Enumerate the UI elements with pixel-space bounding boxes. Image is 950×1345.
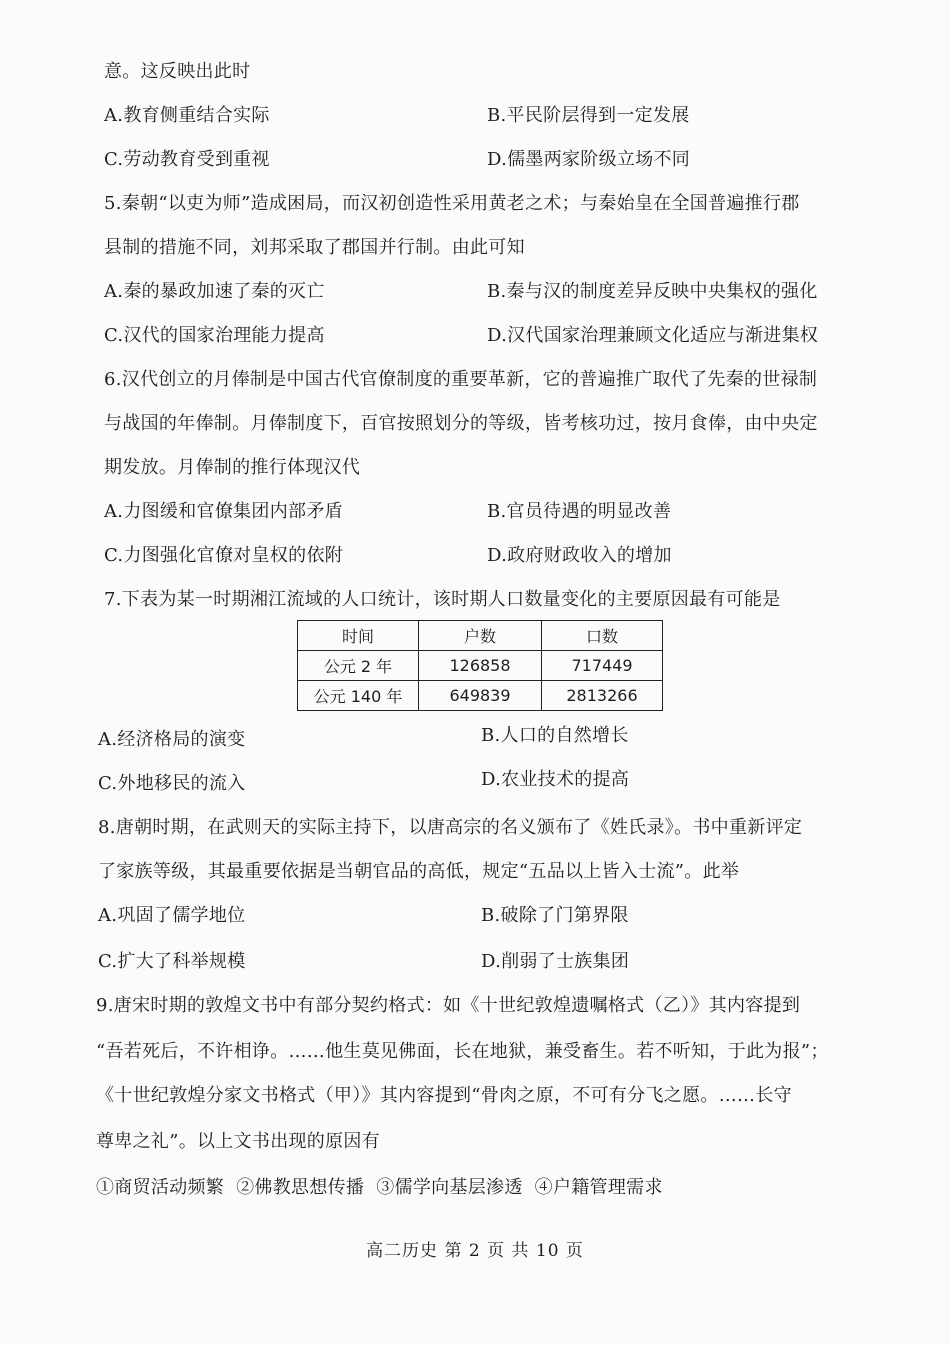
q8-option-b[interactable]: B.破除了门第界限 xyxy=(481,905,629,926)
q6-option-b[interactable]: B.官员待遇的明显改善 xyxy=(487,501,672,522)
q4-option-d[interactable]: D.儒墨两家阶级立场不同 xyxy=(487,149,691,170)
table-cell: 公元 2 年 xyxy=(298,651,419,681)
q5-option-c[interactable]: C.汉代的国家治理能力提高 xyxy=(104,325,325,346)
table-header-households: 户数 xyxy=(419,621,542,651)
q5-option-d[interactable]: D.汉代国家治理兼顾文化适应与渐进集权 xyxy=(487,325,819,346)
q9-stem-line-3: 《十世纪敦煌分家文书格式（甲）》其内容提到“骨肉之原，不可有分飞之愿。……长守 xyxy=(96,1085,792,1106)
q9-stem-line-4: 尊卑之礼”。以上文书出现的原因有 xyxy=(96,1131,381,1152)
q5-option-a[interactable]: A.秦的暴政加速了秦的灭亡 xyxy=(104,281,325,302)
q6-stem-line-1: 6.汉代创立的月俸制是中国古代官僚制度的重要革新，它的普遍推广取代了先秦的世禄制 xyxy=(104,369,818,390)
q4-option-a[interactable]: A.教育侧重结合实际 xyxy=(104,105,270,126)
q7-option-a[interactable]: A.经济格局的演变 xyxy=(98,729,246,750)
q7-option-d[interactable]: D.农业技术的提高 xyxy=(481,769,630,790)
table-row xyxy=(298,651,663,681)
table-cell: 649839 xyxy=(419,681,542,711)
q5-stem-line-1: 5.秦朝“以吏为师”造成困局，而汉初创造性采用黄老之术；与秦始皇在全国普遍推行郡 xyxy=(104,193,800,214)
q5-option-b[interactable]: B.秦与汉的制度差异反映中央集权的强化 xyxy=(487,281,818,302)
q6-option-d[interactable]: D.政府财政收入的增加 xyxy=(487,545,672,566)
q8-option-a[interactable]: A.巩固了儒学地位 xyxy=(98,905,246,926)
page-footer: 高二历史 第 2 页 共 10 页 xyxy=(366,1241,584,1261)
continued-question-text: 意。这反映出此时 xyxy=(104,61,251,82)
q9-stem-line-1: 9.唐宋时期的敦煌文书中有部分契约格式：如《十世纪敦煌遗嘱格式（乙）》其内容提到 xyxy=(96,995,801,1016)
q4-option-b[interactable]: B.平民阶层得到一定发展 xyxy=(487,105,690,126)
table-row xyxy=(298,681,663,711)
q6-stem-line-3: 期发放。月俸制的推行体现汉代 xyxy=(104,457,361,478)
q4-option-c[interactable]: C.劳动教育受到重视 xyxy=(104,149,270,170)
table-cell: 126858 xyxy=(419,651,542,681)
q7-option-b[interactable]: B.人口的自然增长 xyxy=(481,725,629,746)
table-cell: 公元 140 年 xyxy=(298,681,419,711)
table-cell: 2813266 xyxy=(542,681,663,711)
q5-stem-line-2: 县制的措施不同，刘邦采取了郡国并行制。由此可知 xyxy=(104,237,525,258)
q8-option-c[interactable]: C.扩大了科举规模 xyxy=(98,951,246,972)
q8-stem-line-1: 8.唐朝时期，在武则天的实际主持下，以唐高宗的名义颁布了《姓氏录》。书中重新评定 xyxy=(98,817,803,838)
q9-stem-line-2: “吾若死后，不许相诤。……他生莫见佛面，长在地狱，兼受畜生。若不听知，于此为报”； xyxy=(96,1041,829,1062)
table-header-row xyxy=(298,621,663,651)
q6-option-a[interactable]: A.力图缓和官僚集团内部矛盾 xyxy=(104,501,343,522)
q6-stem-line-2: 与战国的年俸制。月俸制度下，百官按照划分的等级，皆考核功过，按月食俸，由中央定 xyxy=(104,413,818,434)
q9-statements: ①商贸活动频繁 ②佛教思想传播 ③儒学向基层渗透 ④户籍管理需求 xyxy=(96,1177,663,1198)
q8-stem-line-2: 了家族等级，其最重要依据是当朝官品的高低，规定“五品以上皆入士流”。此举 xyxy=(98,861,740,882)
q6-option-c[interactable]: C.力图强化官僚对皇权的依附 xyxy=(104,545,344,566)
table-header-population: 口数 xyxy=(542,621,663,651)
q8-option-d[interactable]: D.削弱了士族集团 xyxy=(481,951,630,972)
q7-option-c[interactable]: C.外地移民的流入 xyxy=(98,773,246,794)
table-header-time: 时间 xyxy=(298,621,419,651)
population-table xyxy=(297,620,663,711)
q7-stem: 7.下表为某一时期湘江流域的人口统计，该时期人口数量变化的主要原因最有可能是 xyxy=(104,589,781,610)
table-cell: 717449 xyxy=(542,651,663,681)
